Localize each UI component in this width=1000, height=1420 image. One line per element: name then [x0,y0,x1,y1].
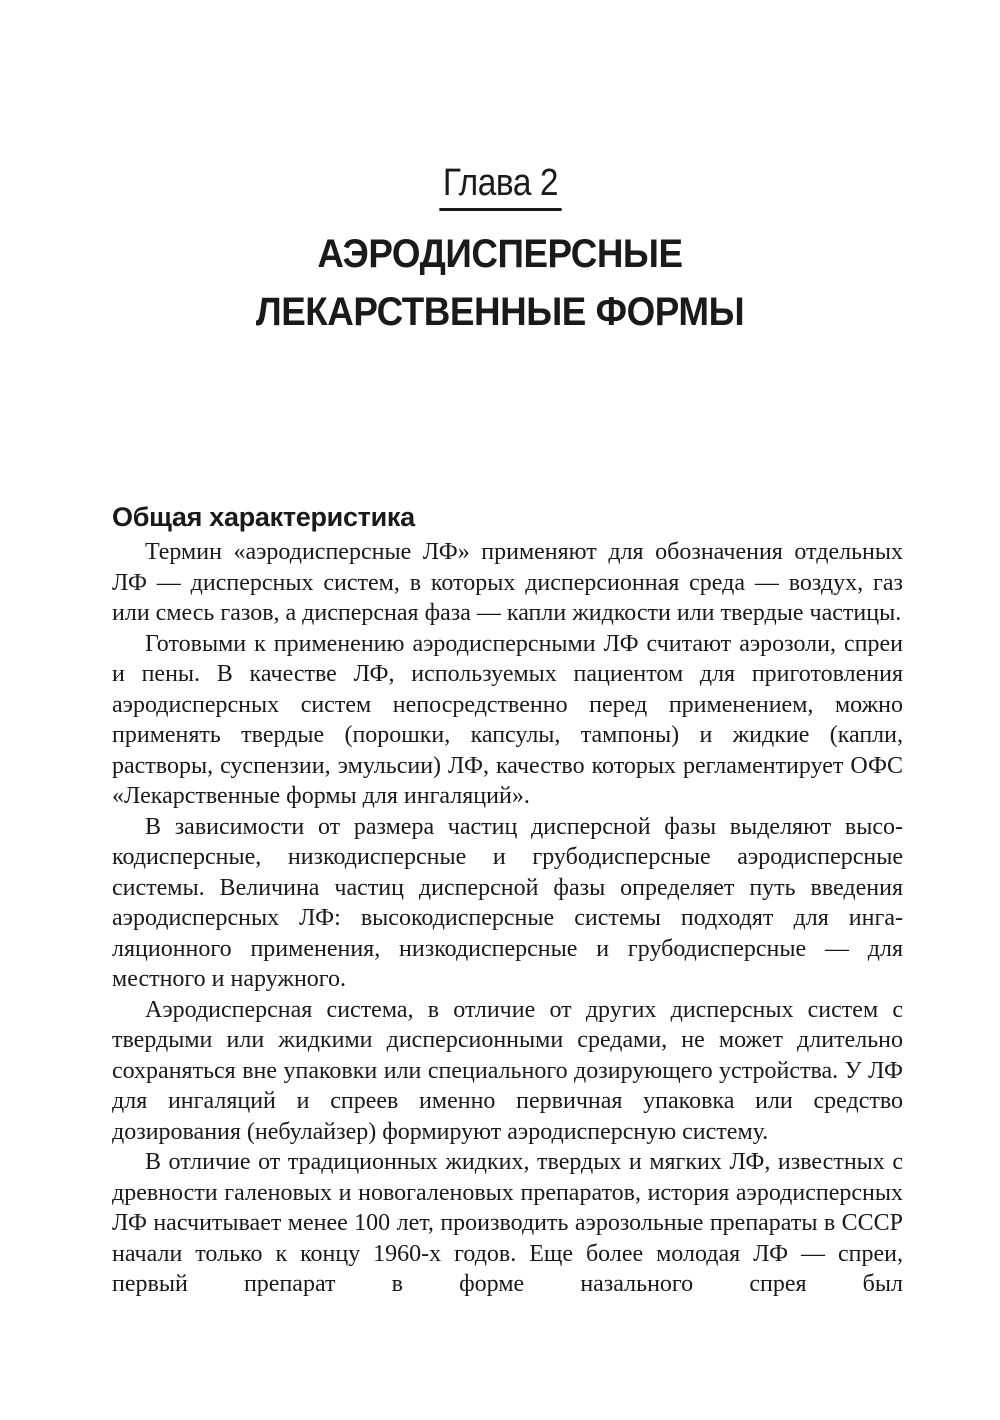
body-text [112,537,903,1300]
chapter-number: Глава 2 [439,160,561,211]
chapter-title-line-2: ЛЕКАРСТВЕННЫЕ ФОРМЫ [255,290,745,334]
paragraph: Готовыми к применению аэродисперсными ЛФ считают аэрозоли, спреи и пены. В качестве ЛФ, используемых пациентом для приготовления аэродисперсных систем непосредственно перед применением, можно применять твердые (порошки, капсулы, тампоны) и жидкие (капли, растворы, суспензии, эмульсии) ЛФ, качество которых регламентирует ОФС «Лекарственные формы для ингаляций». [112,630,903,809]
paragraph: Аэродисперсная система, в отличие от других дисперсных систем с твердыми или жидкими дисперсионными средами, не может длительно сохраняться вне упаковки или специального дозирующего устройства. У ЛФ для ингаляций и спреев именно первичная упаковка или средство дозирования (небулайзер) формируют аэродисперсную систему. [112,996,903,1145]
paragraph: В отличие от традиционных жидких, твердых и мягких ЛФ, известных с древности галеновых и новогаленовых препаратов, история аэродисперсных ЛФ насчитывает менее 100 лет, производить аэрозольные препараты в СССР начали только к концу 1960-х годов. Еще более молодая ЛФ — спреи, первый препарат в форме назального спрея был [112,1149,903,1297]
paragraph: Термин «аэродисперсные ЛФ» применяют для обозначения отдельных ЛФ — дисперсных систем, в которых дисперсионная среда — воздух, газ или смесь газов, а дисперсная фаза — капли жидкости или твердые частицы. [112,539,903,626]
chapter-title-line-1: АЭРОДИСПЕРСНЫЕ [317,232,683,276]
chapter-label [0,160,1000,211]
section-heading: Общая характеристика [112,502,415,532]
paragraph: В зависимости от размера частиц дисперсной фазы выделяют высокодисперсные, низкодисперсные и грубодисперсные аэродисперсные системы. Величина частиц дисперсной фазы определяет путь введения аэродисперсных ЛФ: высокодисперсные системы подходят для ингаляционного применения, низкодисперсные и грубодисперсные — для местного и наружного. [112,813,903,992]
chapter-title [0,225,1000,341]
